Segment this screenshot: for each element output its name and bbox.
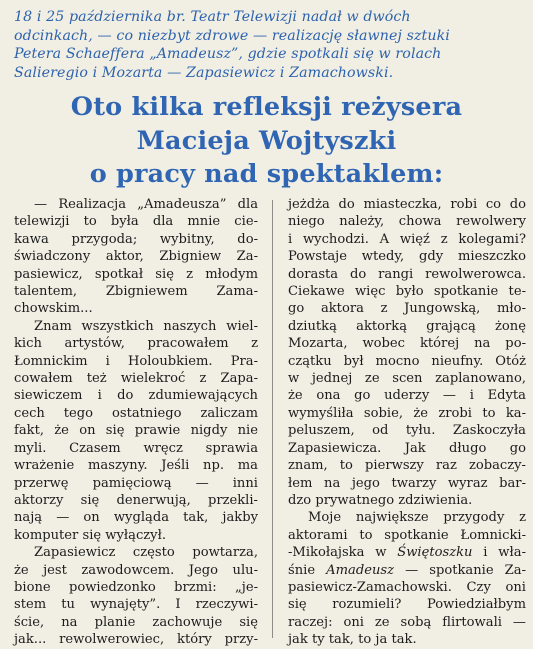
text-fragment: śnie (288, 562, 327, 578)
paragraph (288, 196, 526, 509)
text-line: go aktora z Jungowską, mło- (288, 301, 526, 317)
text-line (288, 544, 526, 561)
text-line: się rozumieli? Powiedziałbym (288, 597, 526, 613)
right-column (288, 196, 526, 649)
text-line: jeżdża do miasteczka, robi co do (288, 197, 526, 212)
text-line: fakt, że on się prawie nigdy nie (14, 423, 258, 439)
text-line: Mozarta, wobec której na po- (288, 336, 526, 352)
text-line: siewiczem i do zdumiewających (14, 388, 258, 404)
text-fragment: -Mikołajska w (288, 545, 398, 561)
text-line: jak ty tak, to ja tak. (288, 632, 417, 648)
paragraph (288, 509, 526, 648)
text-line: świadczony aktor, Zbigniew Za- (14, 249, 258, 265)
headline (0, 91, 533, 192)
text-fragment: — spotkanie Za- (394, 562, 526, 578)
text-line: telewizji to była dla mnie cie- (14, 214, 258, 230)
headline-line: o pracy nad spektaklem: (89, 159, 444, 189)
play-title-swietoszek: Świętoszku (397, 545, 473, 561)
text-line: Moje największe przygody z (308, 510, 526, 526)
text-line: talentem, Zbigniewem Zama- (14, 284, 258, 300)
text-line: pasiewicz, spotkał się z młodym (14, 266, 258, 282)
column-divider (272, 200, 273, 638)
text-line (288, 562, 526, 579)
text-line: Zapasiewicz często powtarza, (34, 545, 258, 561)
lead-line: Salieregio i Mozarta — Zapasiewicz i Zamachowski. (14, 64, 394, 81)
play-title-amadeusz: Amadeusz (326, 562, 395, 578)
text-line: nają — on wygląda tak, jakby (14, 510, 258, 526)
paragraph (14, 544, 258, 648)
text-line: niego należy, chowa rewolwery (288, 214, 526, 230)
text-line: aktorzy się denerwują, przekli- (14, 492, 258, 508)
text-line: przerwę pamięciową — inni (14, 475, 258, 491)
text-line: wymyśliła sobie, że zrobi to ka- (288, 405, 526, 421)
text-line: peluszem, od tyłu. Zaskoczyła (288, 423, 526, 439)
text-line: myli. Czasem wręcz sprawia (14, 440, 258, 456)
paragraph (14, 196, 258, 318)
text-line: znam, to pierwszy raz zobaczy- (288, 458, 526, 474)
lead-line: odcinkach, — co niezbyt zdrowe — realizację sławnej sztuki (14, 27, 450, 44)
text-line: aktorami to spotkanie Łomnicki- (288, 527, 526, 543)
text-line: komputer się wyłączył. (14, 527, 166, 543)
paragraph (14, 318, 258, 544)
text-line: ście, na planie zachowuje się (14, 614, 258, 630)
text-line: cech tego ostatniego zaliczam (14, 405, 258, 421)
text-line: Ciekawe więc było spotkanie te- (288, 284, 526, 300)
text-line: jak... rewolwerowiec, który przy- (14, 632, 258, 648)
text-line: Powstaje wtedy, gdy mieszczko (288, 249, 526, 265)
text-line: że jest zawodowcem. Jego ulu- (14, 562, 258, 578)
headline-line: Oto kilka refleksji reżysera (70, 92, 463, 122)
text-line: łem na jego twarzy wyraz bar- (288, 475, 526, 491)
text-line: pasiewicz-Zamachowski. Czy oni (288, 579, 526, 595)
text-line: czątku był mocno nieufny. Otóż (288, 353, 526, 369)
text-line: Zapasiewicza. Jak długo go (288, 440, 526, 456)
text-line: kich artystów, pracowałem z (14, 336, 258, 352)
text-line: w jednej ze scen zaplanowano, (288, 371, 526, 387)
lead-line: Petera Schaeffera „Amadeusz”, gdzie spotkali się w rolach (14, 46, 442, 63)
text-fragment: i wła- (472, 545, 526, 561)
text-line: że ona go uderzy — i Edyta (288, 388, 526, 404)
lead-line: 18 i 25 października br. Teatr Telewizji nadał w dwóch (14, 9, 411, 25)
text-line: — Realizacja „Amadeusza” dla (34, 197, 258, 212)
headline-line: Macieja Wojtyszki (136, 125, 397, 156)
lead-paragraph (14, 8, 520, 82)
left-column (14, 196, 258, 649)
text-line: chowskim... (14, 301, 93, 317)
text-line: Łomnickim i Holoubkiem. Pra- (14, 353, 258, 369)
text-line: Znam wszystkich naszych wiel- (34, 318, 258, 334)
text-line: dorasta do rangi rewolwerowca. (288, 266, 526, 282)
text-line: dzo prywatnego zdziwienia. (288, 492, 473, 508)
text-line: stem tu wynajęty”. I rzeczywi- (14, 597, 258, 613)
text-line: i wychodzi. A więź z kolegami? (288, 231, 526, 247)
text-line: bione powiedzonko brzmi: „je- (14, 579, 258, 595)
text-line: cowałem też wielekroć z Zapa- (14, 371, 258, 387)
text-line: dziutką aktorką grającą żonę (288, 318, 526, 334)
text-line: kawa przygoda; wybitny, do- (14, 231, 258, 247)
text-line: wrażenie maszyny. Jeśli np. ma (14, 458, 258, 474)
text-line: raczej: oni ze sobą flirtowali — (288, 614, 526, 630)
